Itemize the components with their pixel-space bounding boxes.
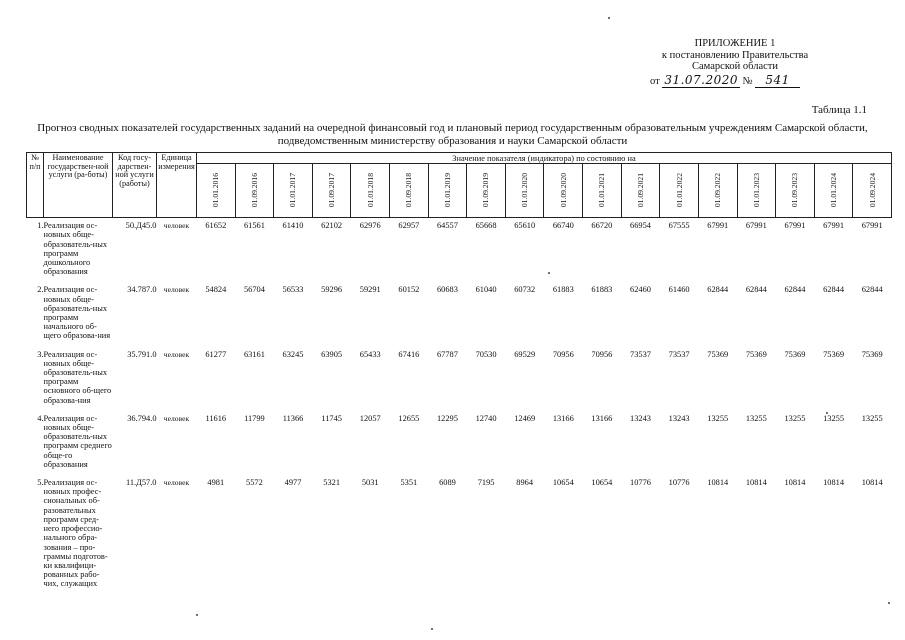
indicator-value: 67991 [823, 221, 845, 231]
indicator-value: 73537 [630, 349, 651, 359]
indicator-value: 61277 [205, 349, 227, 359]
indicator-value: 12057 [359, 413, 381, 423]
handwritten-date: 31.07.2020 [664, 72, 739, 87]
header-date-label: 01.09.2024 [867, 173, 877, 208]
header-date [351, 164, 390, 218]
indicator-value: 56533 [282, 285, 304, 295]
header-date-label: 01.09.2021 [635, 173, 645, 208]
indicator-value: 59291 [359, 285, 381, 295]
header-date-label: 01.01.2018 [365, 173, 375, 208]
service-code: 35.791.0 [127, 349, 157, 359]
header-date [814, 164, 853, 218]
indicator-value: 61652 [205, 221, 227, 231]
indicator-value: 10654 [552, 478, 574, 488]
header-date-label: 01.01.2021 [597, 173, 607, 208]
indicator-value: 13255 [823, 413, 845, 423]
indicator-table [26, 152, 892, 589]
scan-speck [888, 602, 890, 604]
indicator-value: 65668 [475, 221, 497, 231]
indicator-value: 67991 [707, 221, 729, 231]
indicator-value: 61883 [591, 285, 613, 295]
indicator-value: 62957 [398, 221, 420, 231]
header-date-label: 01.09.2023 [790, 173, 800, 208]
scan-speck [196, 614, 198, 616]
indicator-value: 61883 [552, 285, 574, 295]
header-date [544, 164, 583, 218]
table-row [27, 411, 892, 469]
indicator-value: 62976 [359, 221, 381, 231]
indicator-value: 61040 [475, 285, 497, 295]
indicator-value: 10814 [707, 478, 729, 488]
indicator-value: 10814 [861, 478, 883, 488]
header-values: Значение показателя (индикатора) по состоянию на [197, 153, 892, 164]
indicator-value: 73537 [668, 349, 690, 359]
indicator-value: 70530 [475, 349, 497, 359]
header-date-label: 01.09.2019 [481, 173, 491, 208]
indicator-value: 67555 [668, 221, 690, 231]
table-number: Таблица 1.1 [811, 104, 867, 116]
unit-of-measure: человек [163, 221, 190, 231]
indicator-value: 64557 [436, 221, 458, 231]
header-unit: Единица измерения [157, 153, 197, 218]
indicator-value: 6089 [439, 478, 456, 488]
unit-of-measure: человек [163, 285, 190, 295]
indicator-value: 65433 [359, 349, 381, 359]
header-date-label: 01.01.2024 [828, 173, 838, 208]
indicator-value: 63905 [321, 349, 343, 359]
indicator-value: 56704 [243, 285, 265, 295]
indicator-value: 12740 [475, 413, 497, 423]
indicator-value: 62844 [745, 285, 767, 295]
header-date-label: 01.01.2019 [442, 173, 452, 208]
indicator-value: 60732 [514, 285, 536, 295]
appendix-title: ПРИЛОЖЕНИЕ 1 [694, 38, 776, 49]
indicator-value: 60683 [436, 285, 458, 295]
indicator-value: 13255 [784, 413, 806, 423]
service-name: Реализация ос-новных обще-образователь-ных программ дошкольного образования [43, 221, 108, 277]
table-row [27, 282, 892, 340]
service-name: Реализация ос-новных обще-образователь-ных программ основного об-щего образова-ния [43, 349, 112, 405]
header-date [274, 164, 313, 218]
indicator-value: 11745 [321, 413, 342, 423]
header-date-label: 01.09.2018 [404, 173, 414, 208]
indicator-value: 66740 [552, 221, 574, 231]
indicator-value: 13243 [630, 413, 651, 423]
indicator-value: 63245 [282, 349, 304, 359]
header-date-label: 01.01.2016 [211, 173, 221, 208]
appendix-line-2: Самарской области [692, 61, 778, 72]
indicator-value: 7195 [477, 478, 495, 488]
indicator-value: 10814 [823, 478, 845, 488]
service-name: Реализация ос-новных обще-образователь-ных программ среднего обще-го образования [43, 413, 112, 469]
indicator-value: 62844 [861, 285, 883, 295]
header-name: Наименование государствен-ной услуги (ра-боты) [44, 153, 113, 218]
indicator-value: 13255 [707, 413, 729, 423]
indicator-value: 62844 [823, 285, 845, 295]
indicator-value: 12655 [398, 413, 420, 423]
indicator-value: 66954 [630, 221, 651, 231]
header-date [698, 164, 737, 218]
indicator-value: 54824 [205, 285, 227, 295]
header-date-label: 01.01.2017 [288, 173, 298, 208]
header-date [660, 164, 699, 218]
indicator-value: 10814 [784, 478, 806, 488]
document-title: Прогноз сводных показателей государственных заданий на очередной финансовый год и плановый период государственным образовательным учреждениям Самарской области, подведомственным министерству образования и науки Самарской области [37, 122, 868, 147]
service-code: 11.Д57.0 [125, 478, 157, 488]
service-code: 50.Д45.0 [125, 221, 157, 231]
indicator-value: 10776 [668, 478, 690, 488]
header-date [853, 164, 892, 218]
header-date [197, 164, 236, 218]
indicator-value: 61460 [668, 285, 690, 295]
header-date [621, 164, 660, 218]
service-code: 36.794.0 [127, 413, 157, 423]
indicator-value: 13166 [591, 413, 613, 423]
table-row [27, 218, 892, 277]
indicator-value: 67991 [784, 221, 806, 231]
indicator-value: 75369 [861, 349, 883, 359]
header-date [776, 164, 815, 218]
indicator-value: 75369 [823, 349, 845, 359]
indicator-value: 12469 [514, 413, 536, 423]
row-number: 2. [37, 285, 44, 295]
row-number: 4. [37, 413, 44, 423]
indicator-value: 60152 [398, 285, 420, 295]
indicator-value: 13166 [552, 413, 574, 423]
header-num: № п/п [27, 153, 44, 218]
indicator-value: 62844 [707, 285, 729, 295]
unit-of-measure: человек [163, 349, 190, 359]
indicator-value: 12295 [436, 413, 458, 423]
header-date [312, 164, 351, 218]
row-number: 3. [37, 349, 44, 359]
header-date-label: 01.09.2017 [327, 173, 337, 208]
indicator-value: 11799 [244, 413, 265, 423]
header-date [428, 164, 467, 218]
indicator-value: 11616 [205, 413, 227, 423]
appendix-block [640, 38, 830, 87]
indicator-value: 61410 [282, 221, 304, 231]
indicator-value: 75369 [784, 349, 806, 359]
table-row [27, 347, 892, 405]
header-date [737, 164, 776, 218]
indicator-value: 10776 [630, 478, 651, 488]
header-date-label: 01.09.2016 [249, 173, 259, 208]
appendix-line-1: к постановлению Правительства [661, 49, 809, 61]
indicator-value: 62102 [321, 221, 343, 231]
unit-of-measure: человек [163, 478, 190, 488]
indicator-value: 69529 [514, 349, 536, 359]
number-label: № [742, 75, 753, 87]
indicator-value: 8964 [516, 478, 534, 488]
indicator-value: 10814 [745, 478, 767, 488]
indicator-value: 13243 [668, 413, 690, 423]
indicator-value: 5031 [361, 478, 379, 488]
indicator-value: 5351 [400, 478, 418, 488]
header-date [583, 164, 622, 218]
from-label: от [650, 75, 660, 87]
header-date [235, 164, 274, 218]
header-date-label: 01.01.2022 [674, 173, 684, 208]
indicator-value: 13255 [745, 413, 767, 423]
indicator-value: 67416 [398, 349, 420, 359]
row-number: 5. [37, 478, 44, 488]
indicator-value: 5321 [323, 478, 340, 488]
header-date [467, 164, 506, 218]
indicator-value: 59296 [321, 285, 343, 295]
scan-speck [608, 17, 610, 19]
table-row [27, 475, 892, 588]
indicator-value: 4981 [207, 478, 225, 488]
indicator-value: 62460 [630, 285, 651, 295]
unit-of-measure: человек [163, 413, 190, 423]
indicator-value: 11366 [282, 413, 304, 423]
indicator-value: 75369 [745, 349, 767, 359]
indicator-value: 67787 [436, 349, 458, 359]
row-number: 1. [37, 221, 44, 231]
service-name: Реализация ос-новных обще-образователь-ных программ начального об-щего образова-ния [43, 285, 111, 341]
indicator-value: 67991 [745, 221, 767, 231]
header-date [390, 164, 429, 218]
indicator-value: 4977 [284, 478, 302, 488]
indicator-value: 75369 [707, 349, 729, 359]
indicator-value: 67991 [861, 221, 883, 231]
indicator-value: 66720 [591, 221, 613, 231]
table-body [27, 218, 892, 589]
header-date-label: 01.01.2020 [520, 173, 530, 208]
indicator-value: 63161 [243, 349, 265, 359]
scan-speck [431, 628, 433, 630]
service-name: Реализация ос-новных профес-сиональных об-разовательных программ сред-него профессио-нального обра-зования – про-граммы подготов-ки квалифици-рованных рабо-чих, служащих [43, 478, 108, 589]
scan-speck [548, 272, 550, 274]
service-code: 34.787.0 [127, 285, 157, 295]
header-date-label: 01.09.2020 [558, 173, 568, 208]
scan-speck [826, 412, 828, 414]
appendix-date-row [640, 72, 830, 88]
indicator-value: 61561 [243, 221, 265, 231]
indicator-value: 70956 [552, 349, 574, 359]
indicator-value: 5572 [246, 478, 263, 488]
header-date-label: 01.09.2022 [713, 173, 723, 208]
indicator-value: 10654 [591, 478, 613, 488]
header-date-label: 01.01.2023 [751, 173, 761, 208]
handwritten-number: 541 [755, 73, 799, 88]
indicator-value: 13255 [861, 413, 883, 423]
indicator-value: 62844 [784, 285, 806, 295]
indicator-value: 65610 [514, 221, 536, 231]
header-date [505, 164, 544, 218]
indicator-value: 70956 [591, 349, 613, 359]
header-code: Код госу-дарствен-ной услуги (работы) [113, 153, 157, 218]
